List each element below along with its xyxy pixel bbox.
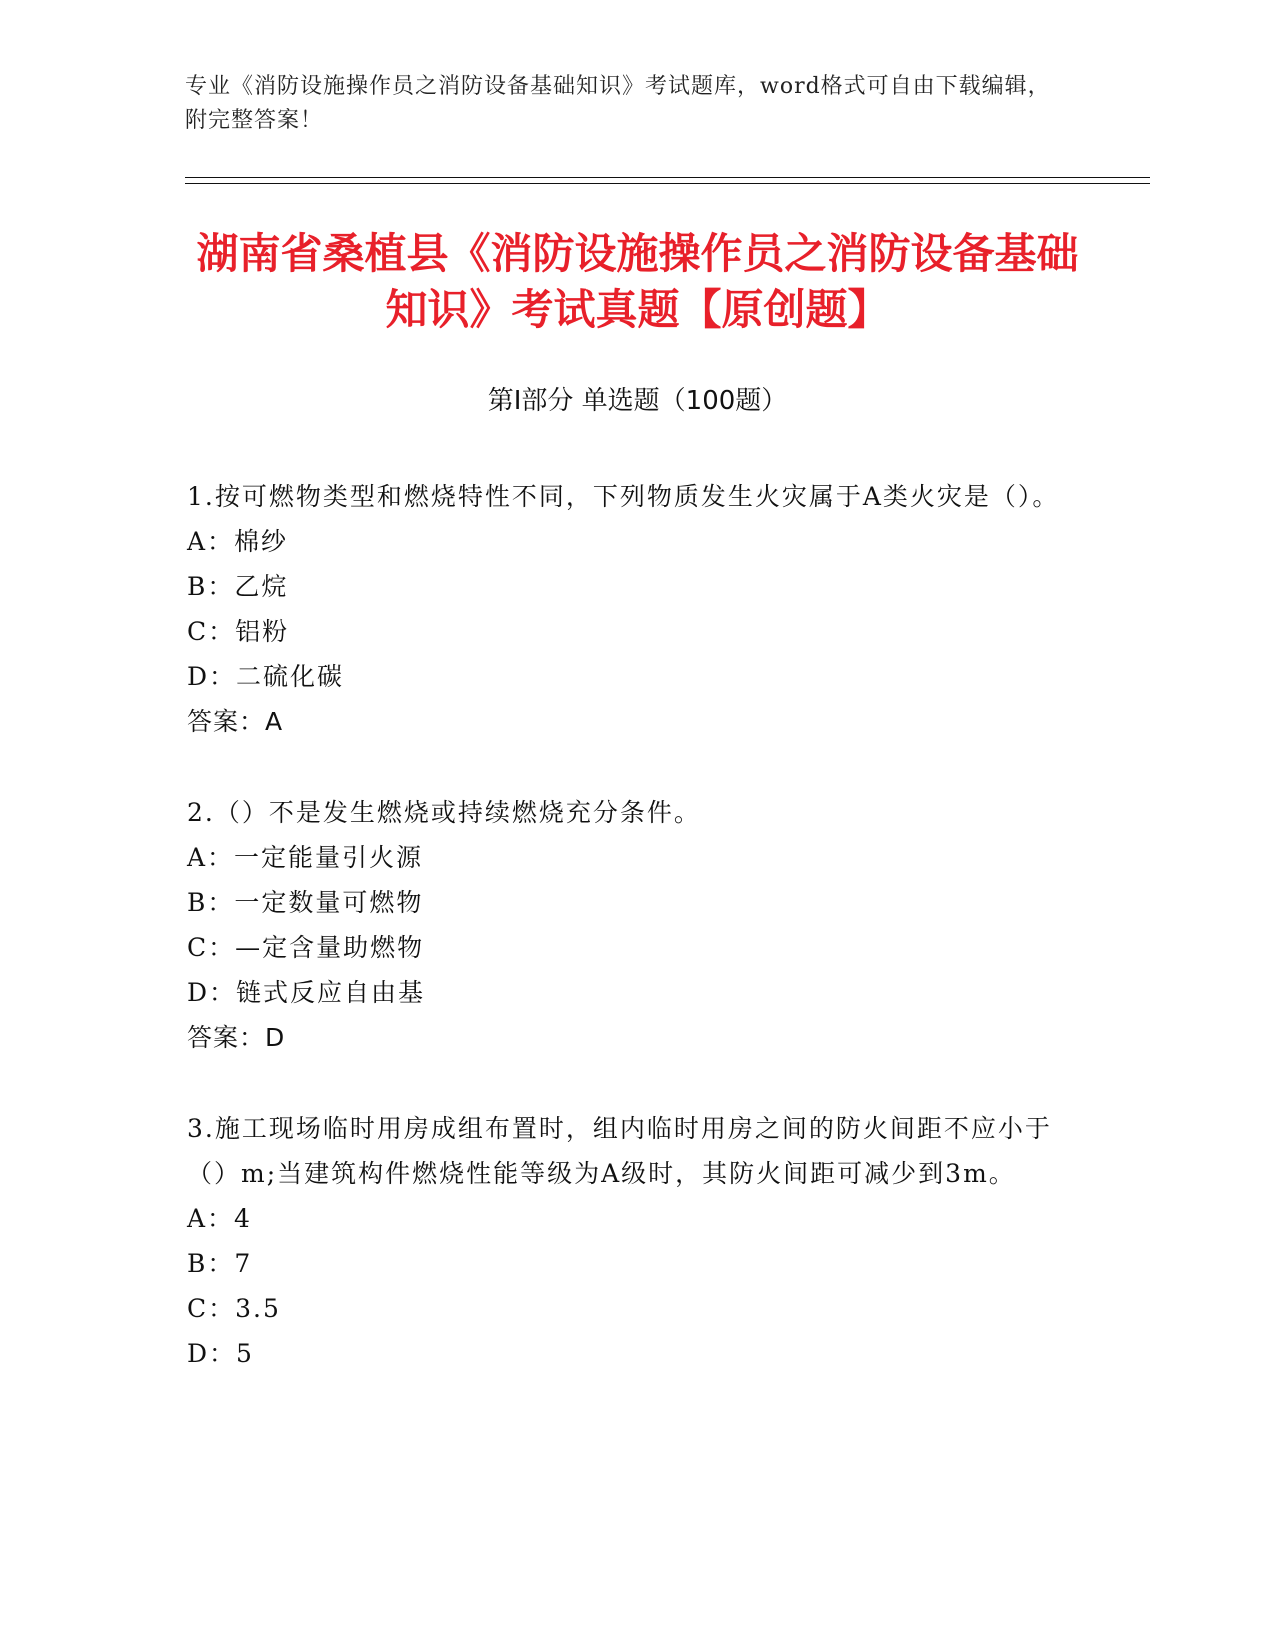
question-list (187, 474, 1067, 1422)
option-a: A：棉纱 (187, 527, 289, 556)
question-3 (187, 1106, 1067, 1376)
option-b: B：7 (187, 1249, 253, 1278)
option-d: D：5 (187, 1339, 254, 1368)
option-b: B：乙烷 (187, 572, 289, 601)
header-divider-top (185, 177, 1150, 178)
option-c: C：—定含量助燃物 (187, 933, 425, 962)
question-stem: 3.施工现场临时用房成组布置时，组内临时用房之间的防火间距不应小于（）m;当建筑构件燃烧性能等级为A级时，其防火间距可减少到3m。 (187, 1114, 1052, 1188)
question-2 (187, 790, 1067, 1060)
option-d: D：二硫化碳 (187, 662, 345, 691)
question-stem: 2.（）不是发生燃烧或持续燃烧充分条件。 (187, 798, 701, 827)
answer-line: 答案：D (187, 1023, 286, 1052)
section-title: 第Ⅰ部分 单选题（100题） (487, 386, 788, 416)
option-a: A：4 (187, 1204, 252, 1233)
header-divider-bottom (185, 183, 1150, 184)
question-1 (187, 474, 1067, 744)
header-note: 专业《消防设施操作员之消防设备基础知识》考试题库，word格式可自由下载编辑，附完整答案！ (185, 74, 1051, 133)
option-c: C：3.5 (187, 1294, 281, 1323)
option-d: D：链式反应自由基 (187, 978, 426, 1007)
document-title: 湖南省桑植县《消防设施操作员之消防设备基础知识》考试真题【原创题】 (196, 229, 1079, 334)
question-stem: 1.按可燃物类型和燃烧特性不同，下列物质发生火灾属于A类火灾是（）。 (187, 482, 1060, 511)
option-c: C：铝粉 (187, 617, 290, 646)
option-a: A：一定能量引火源 (187, 843, 424, 872)
answer-line: 答案：A (187, 707, 284, 736)
option-b: B：一定数量可燃物 (187, 888, 424, 917)
